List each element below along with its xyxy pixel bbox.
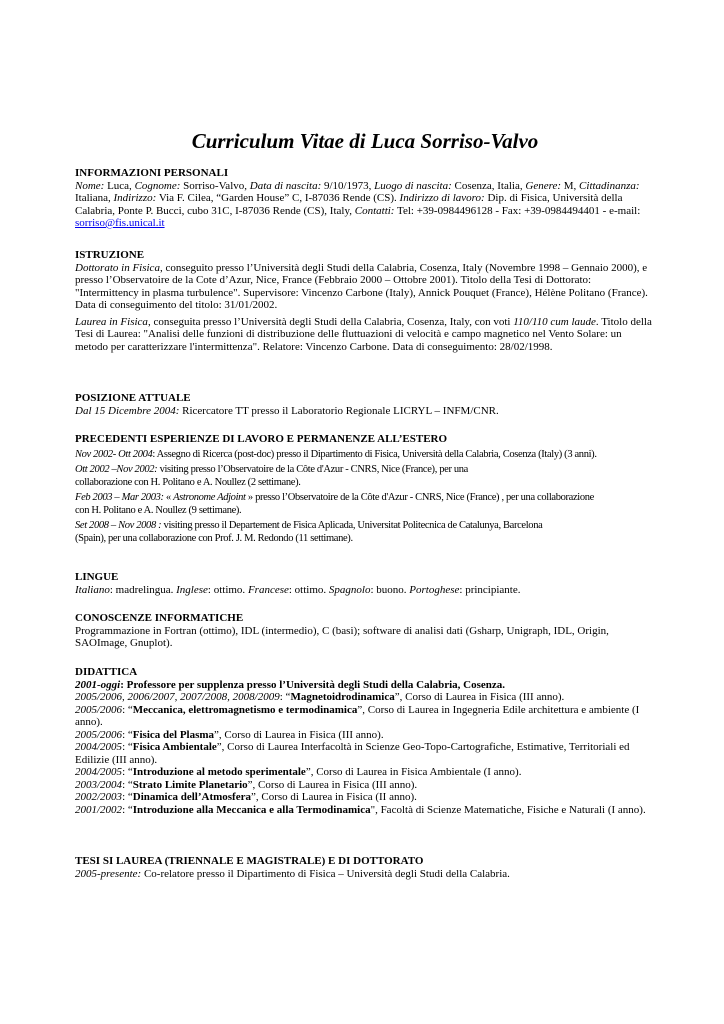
punct: : “ — [122, 741, 133, 753]
course: Meccanica, elettromagnetismo e termodinamica — [132, 703, 358, 716]
date: 2001-oggi — [75, 678, 121, 691]
laurea-text — [75, 316, 655, 354]
experience-item — [75, 492, 655, 517]
course: Fisica del Plasma — [132, 728, 215, 741]
experience-item — [75, 520, 655, 545]
value: Tel: +39-0984496128 - Fax: +39-0984494401 - e-mail: — [394, 204, 641, 217]
punct: : “ — [122, 703, 133, 716]
experience-item — [75, 464, 655, 489]
date: 2005-presente: — [75, 867, 142, 880]
level: : principiante. — [459, 583, 521, 596]
section-istruzione — [75, 249, 655, 353]
value: . Titolo della Tesi di Laurea: "Analisi delle funzioni di distribuzione delle fluttuazioni di velocità e campo magnetico nel Vento Solare: un metodo per caratterizzare l'intermittenza". Relatore: Vincenzo Carbone. Data di conseguimento: 28/02/1998. — [75, 315, 652, 353]
value: visiting presso l’Observatoire de la Côte d'Azur - CNRS, Nice (France), per una — [157, 464, 468, 475]
value: , conseguito presso l’Università degli Studi della Calabria, Cosenza, Italy (Novembre 1998 – Gennaio 2000), e presso l’Observatoire de la Cote d’Azur, Nice, France (Febbraio 2000 – Ottobre 2001). Titolo della Tesi di Dottorato: "Intermittency in plasma turbulence". Supervisore: Vincenzo Carbone (Italy), Annick Pouquet (France), Hélène Politano (France). Data di conseguimento del titolo: 31/01/2002. — [75, 261, 648, 311]
label: Laurea in Fisica — [75, 315, 148, 328]
punct: : “ — [122, 728, 133, 741]
personal-info-text — [75, 180, 655, 230]
date: Feb 2003 – Mar 2003: — [75, 492, 164, 503]
value: ”, Corso di Laurea in Fisica Ambientale (I anno). — [305, 766, 522, 778]
punct: : “ — [279, 691, 291, 703]
level: : ottimo. — [207, 583, 248, 596]
course: Fisica Ambientale — [132, 741, 217, 753]
value: Italiana, — [75, 192, 114, 204]
date: Set 2008 – Nov 2008 : — [75, 520, 162, 531]
date: 2005/2006 — [75, 728, 123, 741]
value: Sorriso-Valvo, — [180, 179, 250, 192]
email-link[interactable]: sorriso@fis.unical.it — [75, 217, 165, 229]
language: Inglese — [176, 583, 208, 596]
course: Introduzione al metodo sperimentale — [132, 766, 306, 778]
language: Italiano — [75, 583, 110, 596]
value: Via F. Cilea, “Garden House” C, I-87036 Rende (CS). — [156, 192, 400, 204]
value: (Spain), per una collaborazione con Prof. J. M. Redondo (11 settimane). — [75, 532, 353, 544]
quote: « — [163, 492, 174, 503]
course: Strato Limite Planetario — [132, 778, 248, 791]
language: Spagnolo — [328, 583, 371, 596]
level: : madrelingua. — [109, 583, 177, 596]
date: 2002/2003 — [75, 791, 123, 803]
section-heading: POSIZIONE ATTUALE — [75, 392, 191, 404]
value: ”, Corso di Laurea in Fisica (II anno). — [251, 791, 417, 803]
value: ”, Corso di Laurea in Fisica (III anno). — [394, 691, 565, 703]
section-heading: DIDATTICA — [75, 666, 138, 678]
didattica-item — [75, 679, 655, 692]
page-title: Curriculum Vitae di Luca Sorriso-Valvo — [191, 129, 539, 153]
course: Magnetoidrodinamica — [290, 691, 395, 703]
label: Luogo di nascita: — [374, 179, 452, 192]
value: Luca, — [104, 179, 135, 192]
date: Ott 2002 –Nov 2002: — [75, 464, 158, 475]
punct: : “ — [122, 791, 133, 803]
punct: : “ — [122, 766, 133, 778]
label: Data di nascita: — [249, 179, 322, 192]
course: Introduzione alla Meccanica e alla Termodinamica — [132, 803, 371, 816]
value: 9/10/1973, — [321, 179, 375, 192]
didattica-item — [75, 704, 655, 729]
label: Genere: — [525, 179, 562, 192]
didattica-item — [75, 804, 655, 817]
value: ”, Corso di Laurea in Ingegneria Edile architettura e ambiente (I anno). — [75, 703, 640, 728]
value: collaborazione con H. Politano e A. Noullez (2 settimane). — [75, 476, 301, 488]
section-heading: PRECEDENTI ESPERIENZE DI LAVORO E PERMANENZE ALL’ESTERO — [75, 433, 448, 445]
voti: 110/110 cum laude — [513, 315, 596, 328]
date: Nov 2002- Ott 2004 — [75, 448, 153, 460]
role: Astronome Adjoint — [173, 492, 246, 503]
label: Contatti: — [354, 204, 395, 217]
date: 2001/2002 — [75, 803, 123, 816]
value: Cosenza, Italia, — [451, 179, 526, 192]
language: Francese — [247, 583, 289, 596]
value: M, — [561, 179, 577, 192]
value: con H. Politano e A. Noullez (9 settimane). — [75, 504, 242, 516]
value: Co-relatore presso il Dipartimento di Fisica – Università degli Studi della Calabria. — [141, 867, 510, 880]
value: ”, Corso di Laurea in Fisica (III anno). — [247, 778, 418, 791]
informatiche-text: Programmazione in Fortran (ottimo), IDL (intermedio), C (basi); software di analisi dati (Gsharp, Unigraph, IDL, Origin, SAOImage, Gnuplot). — [75, 624, 609, 649]
value: Dip. di Fisica, Università della Calabria, Ponte P. Bucci, cubo 31C, I-87036 Rende (CS), Italy, — [75, 192, 623, 217]
value: » presso l’Observatoire de la Côte d'Azur - CNRS, Nice (France) , per una collaborazione — [245, 492, 594, 503]
label: Cognome: — [134, 179, 181, 192]
didattica-item — [75, 729, 655, 742]
label: Indirizzo di lavoro: — [399, 192, 485, 204]
didattica-item — [75, 741, 655, 766]
section-tesi — [75, 855, 655, 880]
section-heading: LINGUE — [75, 571, 119, 583]
punct: : “ — [122, 778, 133, 791]
section-posizione — [75, 392, 655, 417]
experience-item — [75, 449, 655, 462]
section-personal — [75, 167, 655, 230]
date: 2003/2004 — [75, 778, 123, 791]
language: Portoghese — [409, 583, 460, 596]
section-esperienze — [75, 433, 655, 545]
level: : buono. — [370, 583, 410, 596]
section-heading: CONOSCENZE INFORMATICHE — [75, 612, 244, 624]
value: visiting presso il Departement de Fisica Aplicada, Universitat Politecnica de Catalunya, Barcelona — [161, 520, 543, 531]
value: Ricercatore TT presso il Laboratorio Regionale LICRYL – INFM/CNR. — [179, 404, 499, 417]
date: 2004/2005 — [75, 741, 123, 753]
value: : Professore per supplenza presso l’Università degli Studi della Calabria, Cosenza. — [120, 678, 506, 691]
label: Cittadinanza: — [579, 179, 640, 192]
tesi-text — [75, 868, 655, 881]
section-heading: ISTRUZIONE — [75, 249, 145, 261]
value: : Assegno di Ricerca (post-doc) presso il Dipartimento di Fisica, Università della Calabria, Cosenza (Italy) (3 anni). — [152, 448, 597, 460]
date: 2004/2005 — [75, 766, 123, 778]
section-heading: INFORMAZIONI PERSONALI — [75, 167, 229, 179]
value: , conseguita presso l’Università degli Studi della Calabria, Cosenza, Italy, con voti — [147, 315, 514, 328]
section-didattica — [75, 666, 655, 816]
posizione-text — [75, 405, 655, 418]
date: 2005/2006, 2006/2007, 2007/2008, 2008/2009 — [75, 691, 280, 703]
didattica-item — [75, 791, 655, 804]
punct: : “ — [122, 803, 133, 816]
didattica-item — [75, 691, 655, 704]
dottorato-text — [75, 262, 655, 312]
level: : ottimo. — [288, 583, 329, 596]
section-lingue — [75, 571, 655, 596]
section-informatiche — [75, 612, 655, 650]
section-heading: TESI SI LAUREA (TRIENNALE E MAGISTRALE) E DI DOTTORATO — [75, 855, 424, 867]
label: Nome: — [75, 179, 105, 192]
value: ”, Corso di Laurea Interfacoltà in Scienze Geo-Topo-Cartografiche, Estimative, Territoriali ed Edilizie (III anno). — [75, 741, 630, 766]
didattica-item — [75, 779, 655, 792]
course: Dinamica dell’Atmosfera — [132, 791, 251, 803]
didattica-item — [75, 766, 655, 779]
lingue-text — [75, 584, 655, 597]
label: Indirizzo: — [113, 192, 157, 204]
value: ", Facoltà di Scienze Matematiche, Fisiche e Naturali (I anno). — [370, 803, 646, 816]
date: Dal 15 Dicembre 2004: — [75, 404, 180, 417]
date: 2005/2006 — [75, 703, 123, 716]
value: ”, Corso di Laurea in Fisica (III anno). — [214, 728, 384, 741]
label: Dottorato in Fisica — [75, 261, 160, 274]
